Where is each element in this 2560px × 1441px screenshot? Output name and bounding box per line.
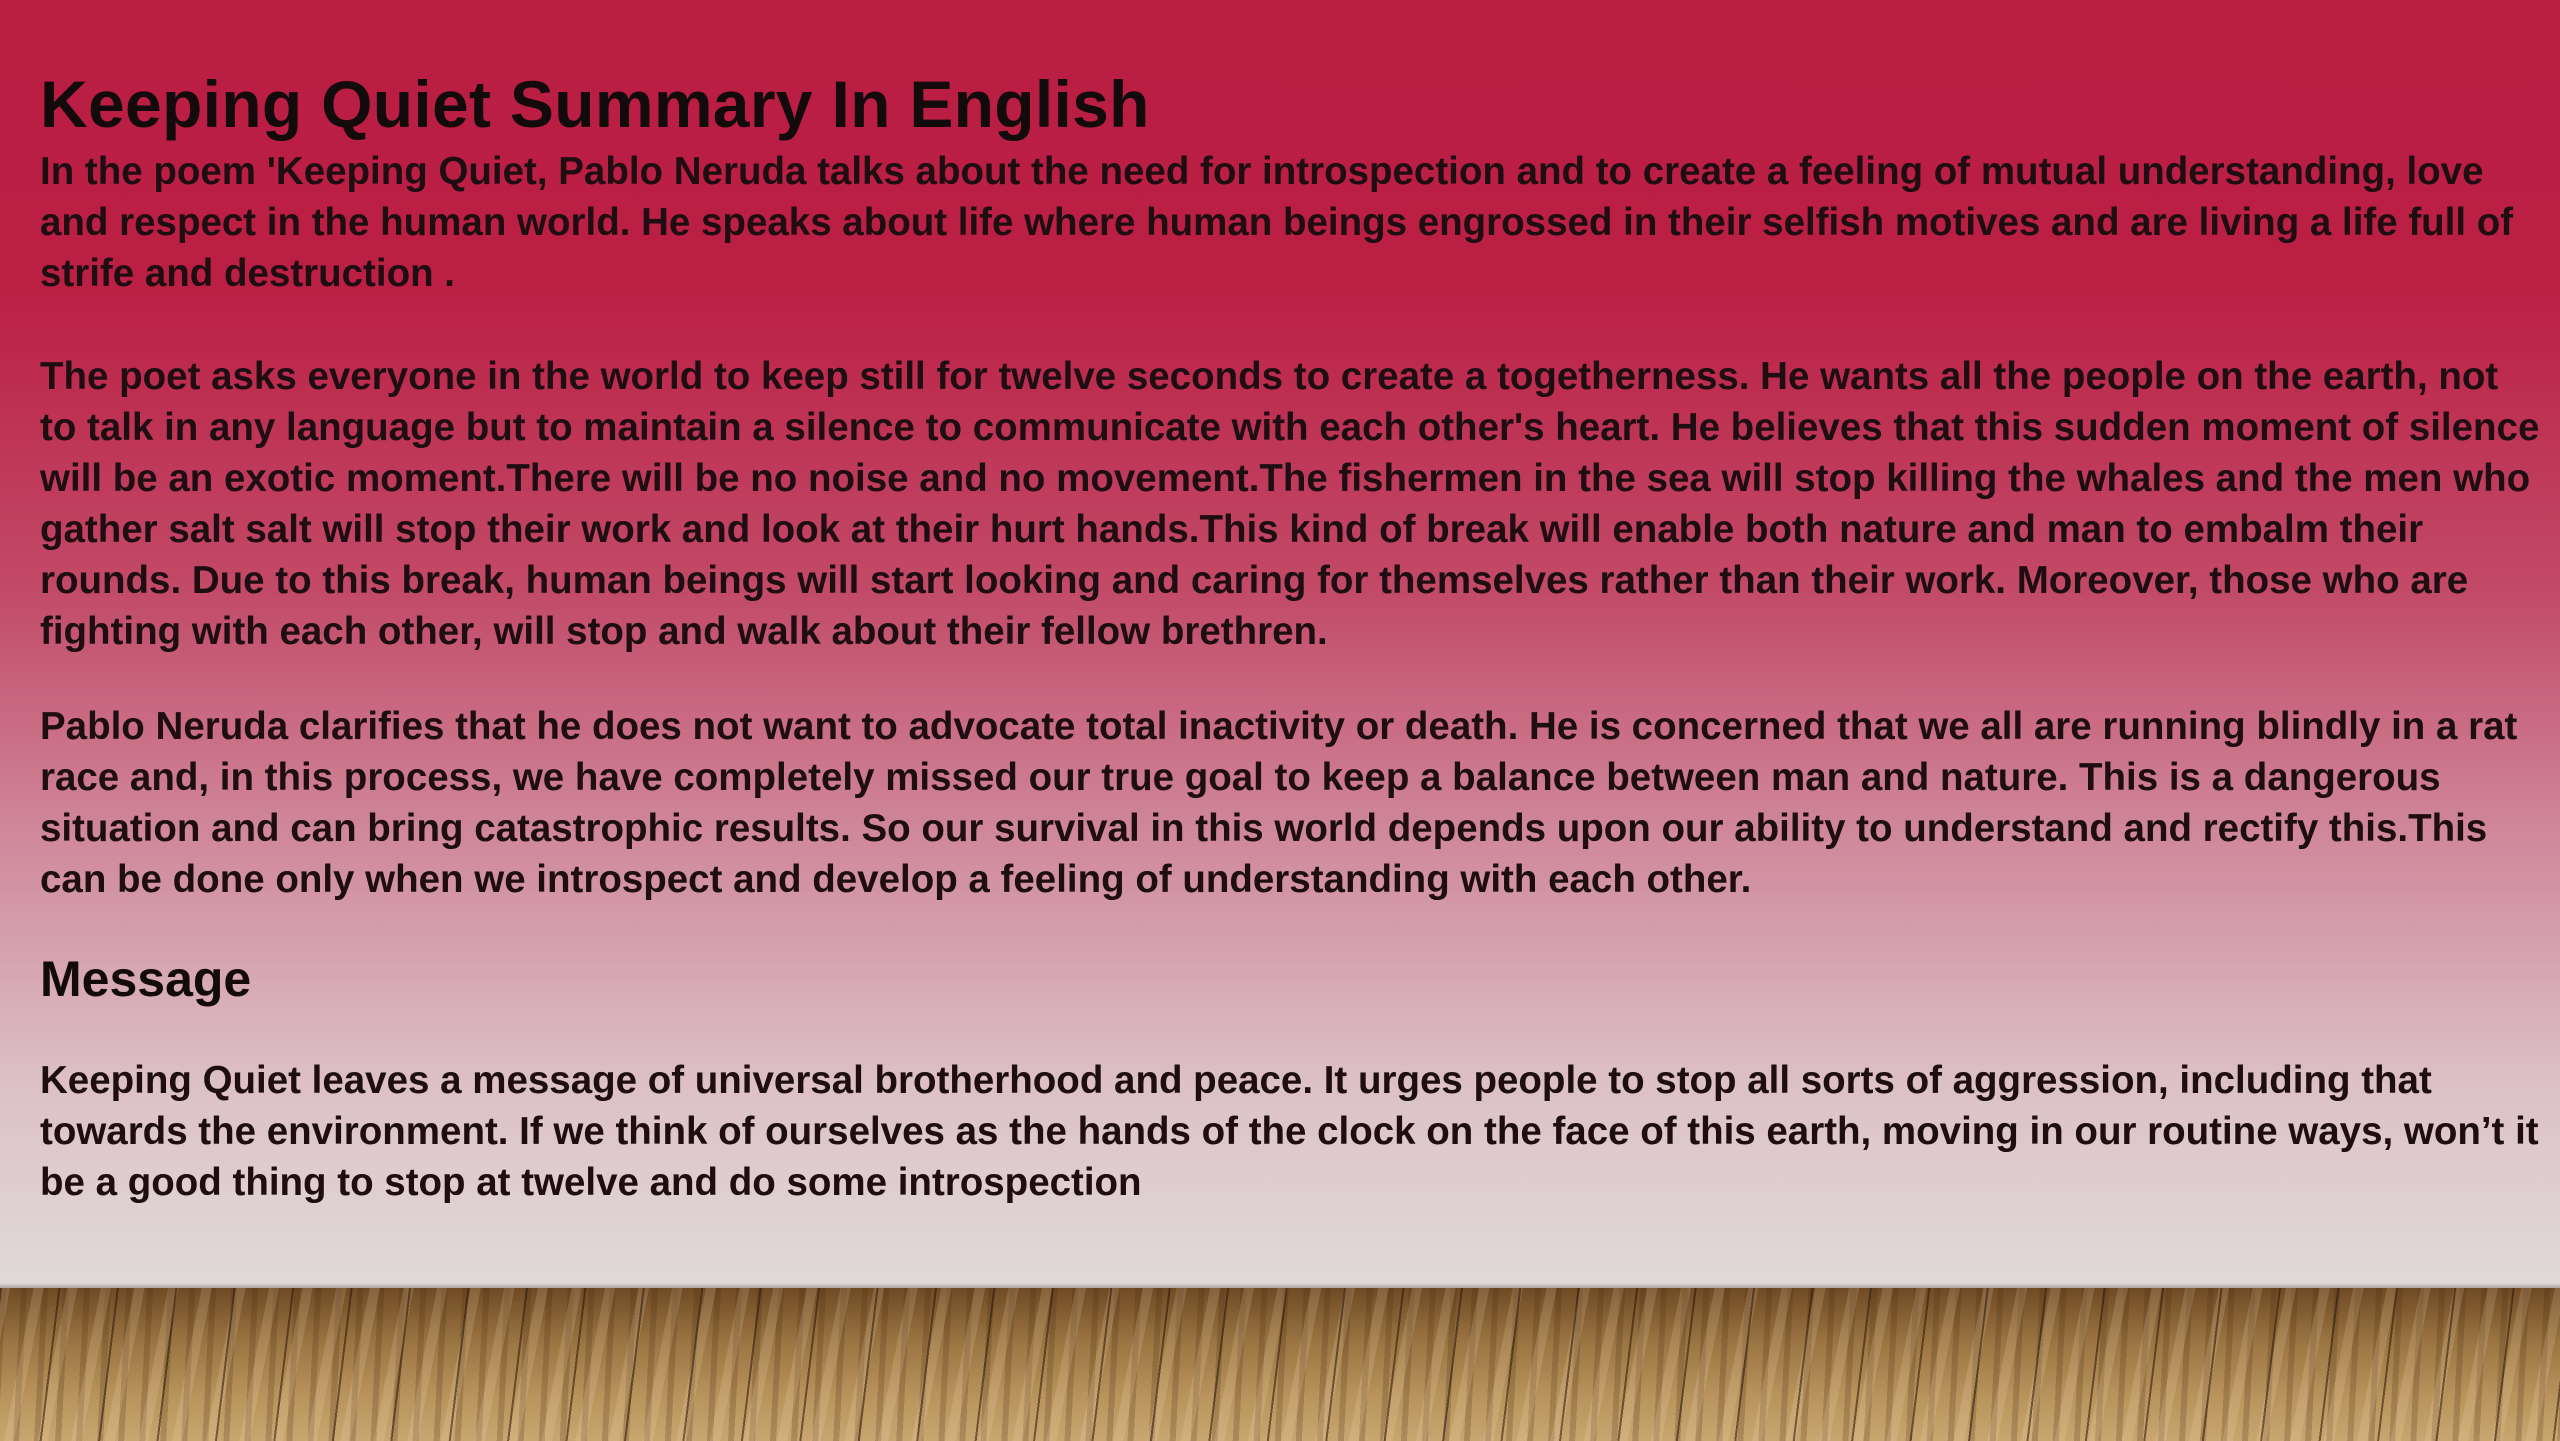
wooden-floor-image [0,1288,2560,1441]
slide-title: Keeping Quiet Summary In English [40,67,1150,141]
message-heading: Message [40,951,252,1007]
paragraph-intro: In the poem 'Keeping Quiet, Pablo Neruda talks about the need for introspection and to create a feeling of mutual understanding, love and respect in the human world. He speaks about life where human beings engrossed in their selfish motives and are living a life full of strife and destruction . [40,150,2514,295]
paragraph-message: Keeping Quiet leaves a message of universal brotherhood and peace. It urges people to stop all sorts of aggression, including that towards the environment. If we think of ourselves as the hands of the clock on the face of this earth, moving in our routine ways, won’t it be a good thing to stop at twelve and do some introspection [40,1059,2539,1204]
paragraph-poet-asks: The poet asks everyone in the world to keep still for twelve seconds to create a togetherness. He wants all the people on the earth, not to talk in any language but to maintain a silence to communicate with each other's heart. He believes that this sudden moment of silence will be an exotic moment.There will be no noise and no movement.The fishermen in the sea will stop killing the whales and the men who gather salt salt will stop their work and look at their hurt hands.This kind of break will enable both nature and man to embalm their rounds. Due to this break, human beings will start looking and caring for themselves rather than their work. Moreover, those who are fighting with each other, will stop and walk about their fellow brethren. [40,355,2540,653]
slide-content [40,62,2540,1208]
paragraph-clarification: Pablo Neruda clarifies that he does not want to advocate total inactivity or death. He is concerned that we all are running blindly in a rat race and, in this process, we have completely missed our true goal to keep a balance between man and nature. This is a dangerous situation and can bring catastrophic results. So our survival in this world depends upon our ability to understand and rectify this.This can be done only when we introspect and develop a feeling of understanding with each other. [40,705,2518,901]
